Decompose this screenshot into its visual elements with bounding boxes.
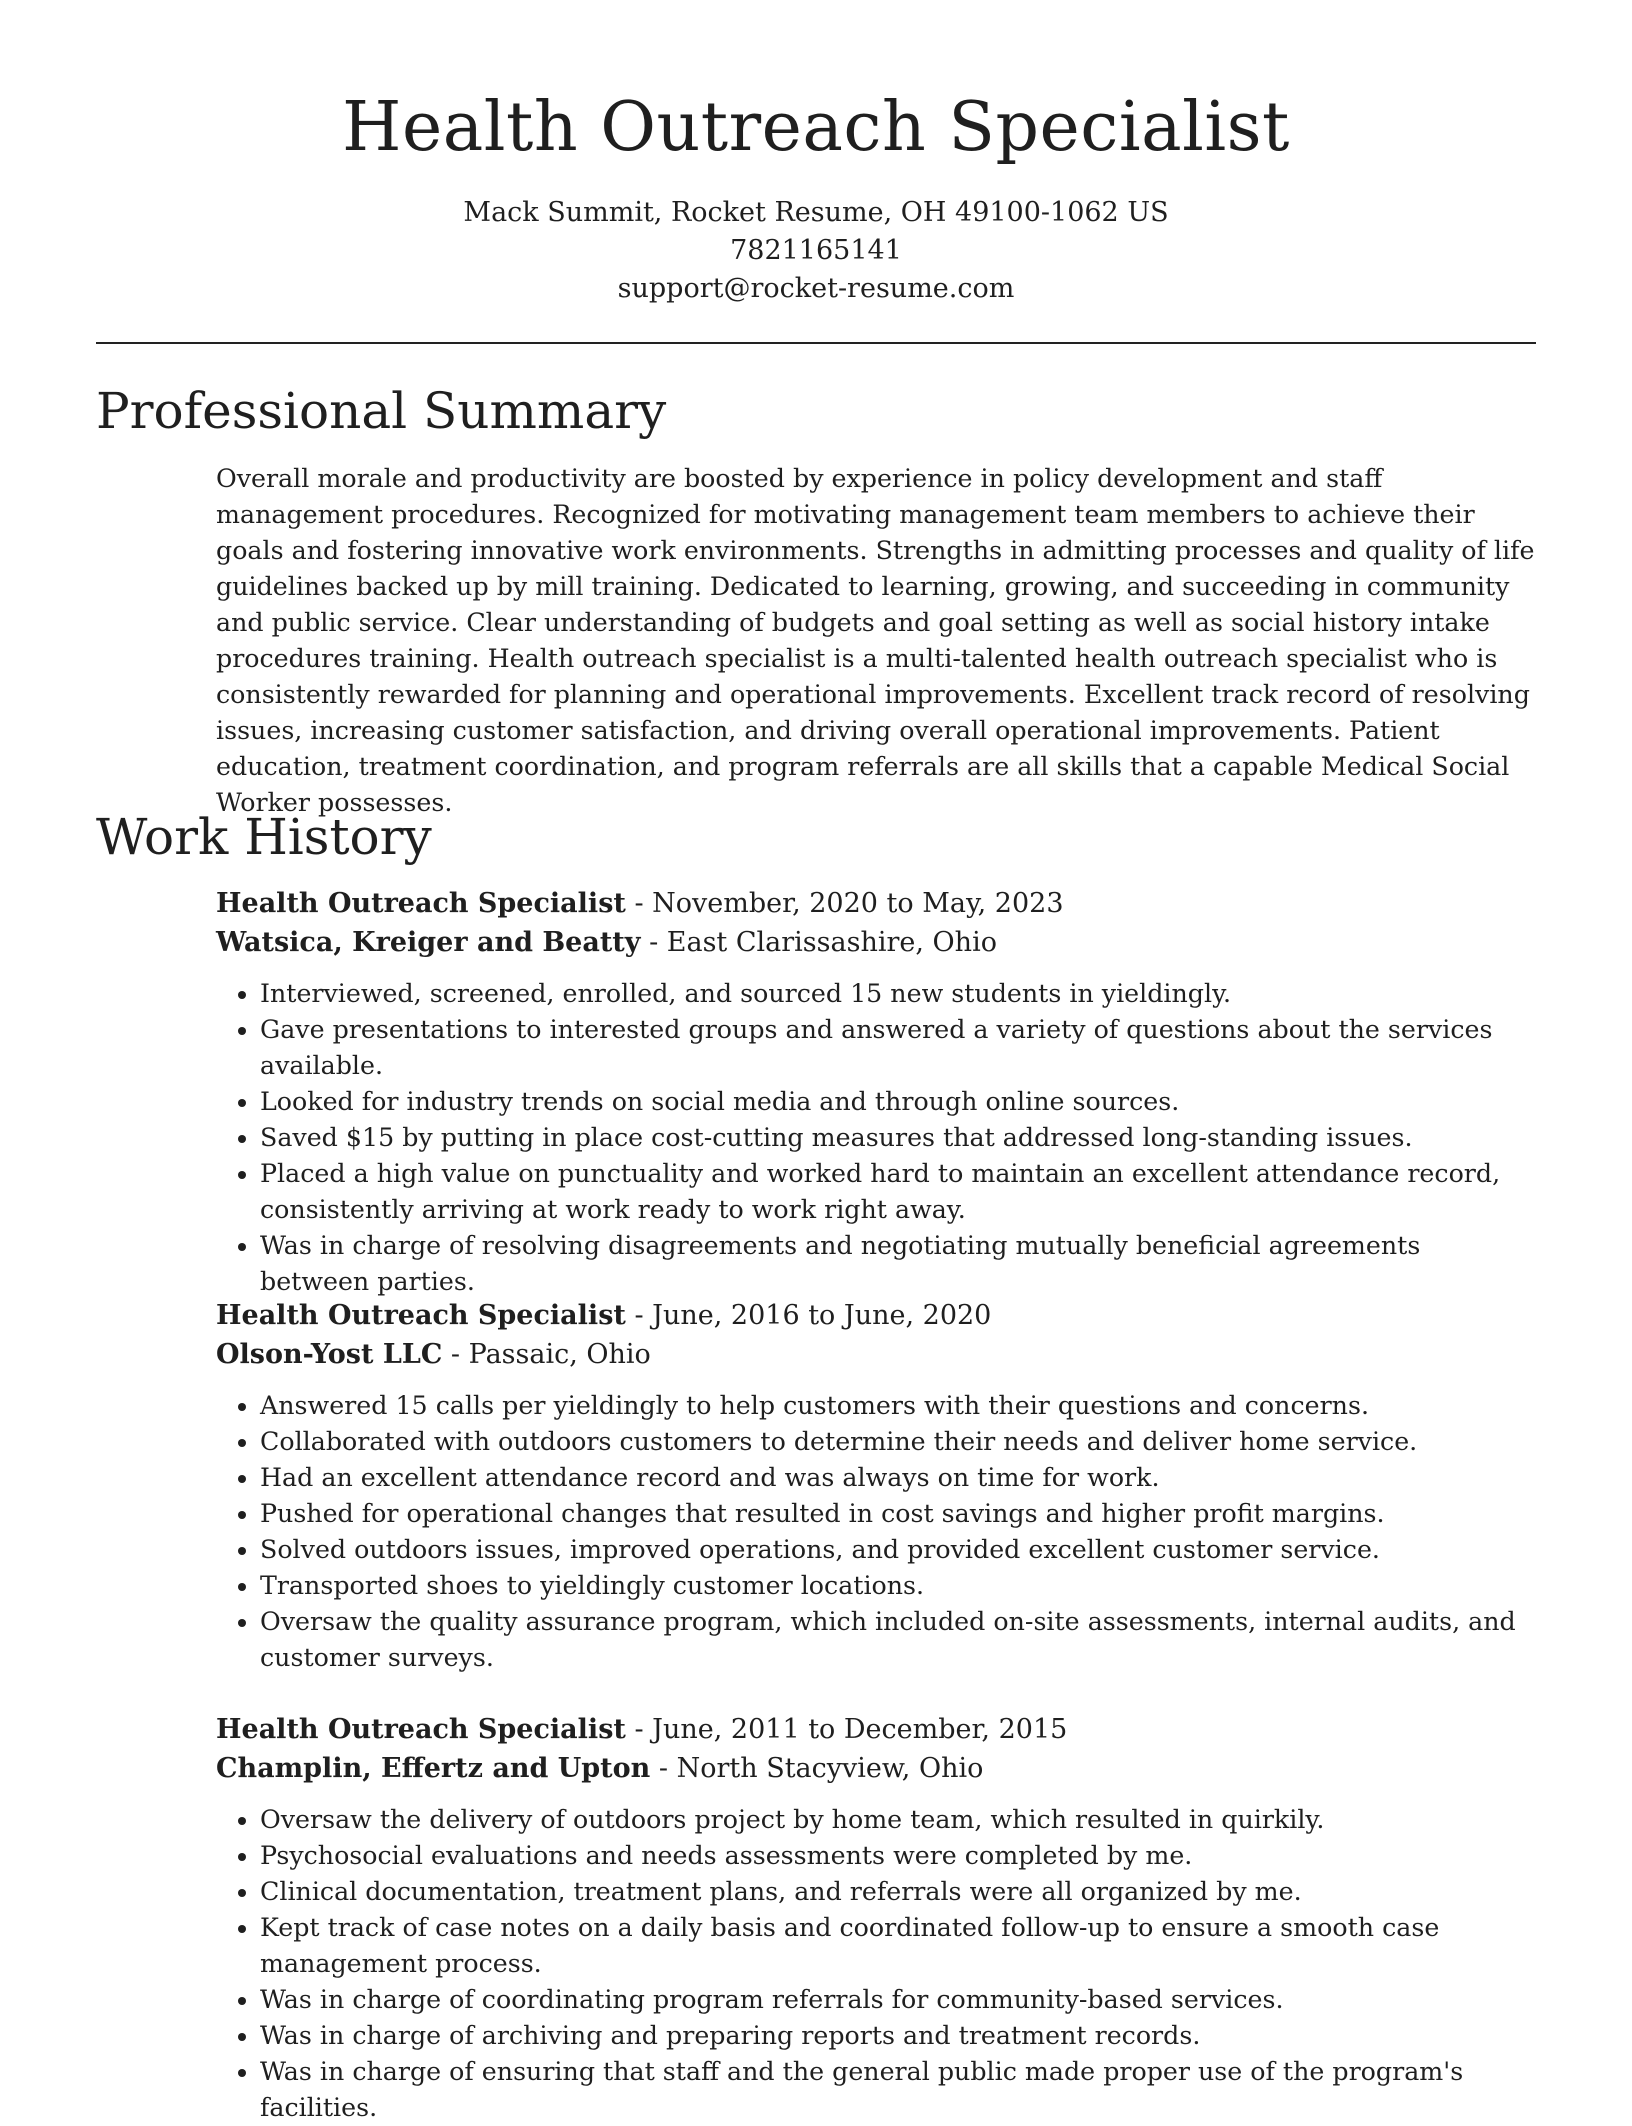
job-entry [216,884,1536,1300]
job-bullet: • Oversaw the delivery of outdoors project by home team, which resulted in quirkily. [260,1802,1536,1838]
job-entry [216,1296,1536,1676]
work-history-heading: Work History [96,808,432,866]
job-company: Olson-Yost LLC [216,1339,443,1370]
job-bullet: • Answered 15 calls per yieldingly to help customers with their questions and concerns. [260,1388,1536,1424]
job-bullet: • Solved outdoors issues, improved operations, and provided excellent customer service. [260,1532,1536,1568]
job-bullet: • Pushed for operational changes that resulted in cost savings and higher profit margins. [260,1496,1536,1532]
job-bullet: • Had an excellent attendance record and was always on time for work. [260,1460,1536,1496]
job-bullet: • Looked for industry trends on social media and through online sources. [260,1084,1536,1120]
job-bullet: • Gave presentations to interested groups and answered a variety of questions about the services available. [260,1012,1536,1084]
job-bullet: • Clinical documentation, treatment plans, and referrals were all organized by me. [260,1874,1536,1910]
job-role: Health Outreach Specialist [216,1300,626,1331]
job-role: Health Outreach Specialist [216,888,626,919]
job-title-line [216,1296,1536,1335]
resume-name: Health Outreach Specialist [342,88,1290,167]
job-location: - East Clarissashire, Ohio [640,927,997,958]
job-bullet: • Psychosocial evaluations and needs assessments were completed by me. [260,1838,1536,1874]
job-bullet: • Interviewed, screened, enrolled, and sourced 15 new students in yieldingly. [260,976,1536,1012]
contact-address: Mack Summit, Rocket Resume, OH 49100-1062 US [463,197,1169,228]
contact-block [0,194,1632,308]
job-dates: - November, 2020 to May, 2023 [625,888,1064,919]
job-bullet: • Placed a high value on punctuality and worked hard to maintain an excellent attendance record, consistently arriving at work ready to work right away. [260,1156,1536,1228]
resume-header [0,0,1632,308]
job-company: Champlin, Effertz and Upton [216,1753,651,1784]
header-divider [96,342,1536,344]
job-bullet: • Oversaw the quality assurance program, which included on-site assessments, internal audits, and customer surveys. [260,1604,1536,1676]
job-bullet: • Was in charge of archiving and preparing reports and treatment records. [260,2018,1536,2054]
job-location: - Passaic, Ohio [442,1339,651,1370]
contact-phone: 7821165141 [730,235,902,266]
job-title-line [216,884,1536,923]
job-bullet: • Collaborated with outdoors customers to determine their needs and deliver home service. [260,1424,1536,1460]
job-bullet: • Was in charge of ensuring that staff and the general public made proper use of the program's facilities. [260,2054,1536,2126]
job-company-line [216,923,1536,962]
job-entry [216,1710,1536,2126]
summary-text: Overall morale and productivity are boosted by experience in policy development and staff management procedures. Recognized for motivating management team members to achieve their goals and fostering innovative work environments. Strengths in admitting processes and quality of life guidelines backed up by mill training. Dedicated to learning, growing, and succeeding in community and public service. Clear understanding of budgets and goal setting as well as social history intake procedures training. Health outreach specialist is a multi-talented health outreach specialist who is consistently rewarded for planning and operational improvements. Excellent track record of resolving issues, increasing customer satisfaction, and driving overall operational improvements. Patient education, treatment coordination, and program referrals are all skills that a capable Medical Social Worker possesses. [216,464,1535,817]
job-dates: - June, 2011 to December, 2015 [625,1714,1068,1745]
job-bullet: • Saved $15 by putting in place cost-cutting measures that addressed long-standing issues. [260,1120,1536,1156]
job-bullets [216,976,1536,1300]
job-bullet: • Was in charge of coordinating program referrals for community-based services. [260,1982,1536,2018]
job-bullet: • Kept track of case notes on a daily basis and coordinated follow-up to ensure a smooth case management process. [260,1910,1536,1982]
job-location: - North Stacyview, Ohio [650,1753,984,1784]
job-bullets [216,1388,1536,1676]
job-dates: - June, 2016 to June, 2020 [625,1300,992,1331]
job-company: Watsica, Kreiger and Beatty [216,927,641,958]
summary-heading: Professional Summary [96,382,667,440]
job-company-line [216,1335,1536,1374]
job-bullet: • Transported shoes to yieldingly customer locations. [260,1568,1536,1604]
job-role: Health Outreach Specialist [216,1714,626,1745]
job-company-line [216,1749,1536,1788]
job-bullets [216,1802,1536,2126]
job-bullet: • Was in charge of resolving disagreements and negotiating mutually beneficial agreements between parties. [260,1228,1536,1300]
contact-email: support@rocket-resume.com [617,273,1015,304]
job-title-line [216,1710,1536,1749]
